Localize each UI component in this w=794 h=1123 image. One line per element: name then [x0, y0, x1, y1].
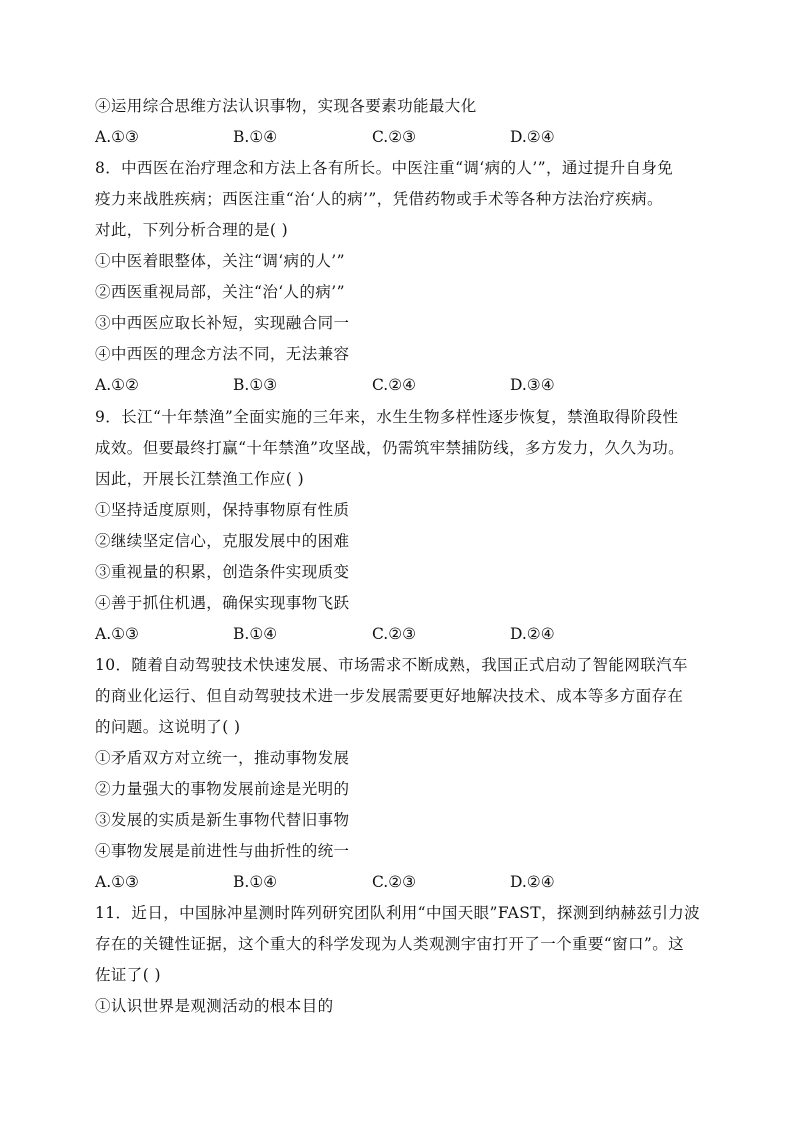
- text-line: 9．长江“十年禁渔”全面实施的三年来，水生生物多样性逐步恢复，禁渔取得阶段性: [95, 407, 679, 426]
- answer-option: B.①④: [233, 873, 278, 892]
- text-line: 疫力来战胜疾病；西医注重“治‘人的病’”，凭借药物或手术等各种方法治疗疾病。: [95, 190, 663, 209]
- text-line: 的问题。这说明了( ): [95, 718, 241, 736]
- text-line: ④运用综合思维方法认识事物，实现各要素功能最大化: [95, 97, 477, 115]
- answer-option: A.①②: [95, 376, 139, 395]
- text-line: ①坚持适度原则，保持事物原有性质: [95, 500, 350, 519]
- text-line: 佐证了( ): [95, 966, 161, 985]
- answer-option: C.②④: [372, 376, 417, 395]
- text-line: ①认识世界是观测活动的根本目的: [95, 997, 334, 1016]
- answer-option: B.①④: [233, 624, 278, 643]
- text-line: 因此，开展长江禁渔工作应( ): [95, 469, 305, 488]
- text-line: 对此，下列分析合理的是( ): [95, 221, 289, 240]
- text-line: ④善于抓住机遇，确保实现事物飞跃: [95, 593, 350, 612]
- text-line: ④事物发展是前进性与曲折性的统一: [95, 842, 350, 861]
- answer-option: D.③④: [510, 376, 555, 395]
- answer-option: B.①③: [233, 376, 278, 395]
- answer-option: D.②④: [510, 873, 555, 892]
- text-line: 成效。但要最终打赢“十年禁渔”攻坚战，仍需筑牢禁捕防线，多方发力，久久为功。: [95, 438, 685, 457]
- text-line: 的商业化运行、但自动驾驶技术进一步发展需要更好地解决技术、成本等多方面存在: [95, 686, 684, 705]
- text-line: ③重视量的积累，创造条件实现质变: [95, 562, 350, 581]
- text-line: 10．随着自动驾驶技术快速发展、市场需求不断成熟，我国正式启动了智能网联汽车: [95, 655, 688, 674]
- answer-option: C.②③: [372, 624, 417, 643]
- answer-option: C.②③: [372, 128, 417, 147]
- text-line: ①矛盾双方对立统一，推动事物发展: [95, 749, 350, 768]
- answer-option: C.②③: [372, 873, 417, 892]
- answer-option: A.①③: [95, 873, 139, 892]
- text-line: ②西医重视局部，关注“治‘人的病’”: [95, 283, 345, 302]
- text-line: ④中西医的理念方法不同，无法兼容: [95, 345, 350, 364]
- text-line: ③中西医应取长补短，实现融合同一: [95, 314, 350, 333]
- text-line: 存在的关键性证据，这个重大的科学发现为人类观测宇宙打开了一个重要“窗口”。这: [95, 935, 685, 954]
- answer-option: A.①③: [95, 624, 139, 643]
- text-line: 8．中西医在治疗理念和方法上各有所长。中医注重“调‘病的人’”，通过提升自身免: [95, 159, 674, 178]
- text-line: ②继续坚定信心，克服发展中的困难: [95, 531, 350, 550]
- answer-option: B.①④: [233, 128, 278, 147]
- answer-option: A.①③: [95, 128, 139, 147]
- text-line: ②力量强大的事物发展前途是光明的: [95, 780, 350, 799]
- answer-option: D.②④: [510, 624, 555, 643]
- answer-option: D.②④: [510, 128, 555, 147]
- text-line: ③发展的实质是新生事物代替旧事物: [95, 811, 350, 830]
- text-line: 11．近日，中国脉冲星测时阵列研究团队利用“中国天眼”FAST，探测到纳赫兹引力波: [95, 904, 701, 923]
- text-line: ①中医着眼整体，关注“调‘病的人’”: [95, 252, 345, 271]
